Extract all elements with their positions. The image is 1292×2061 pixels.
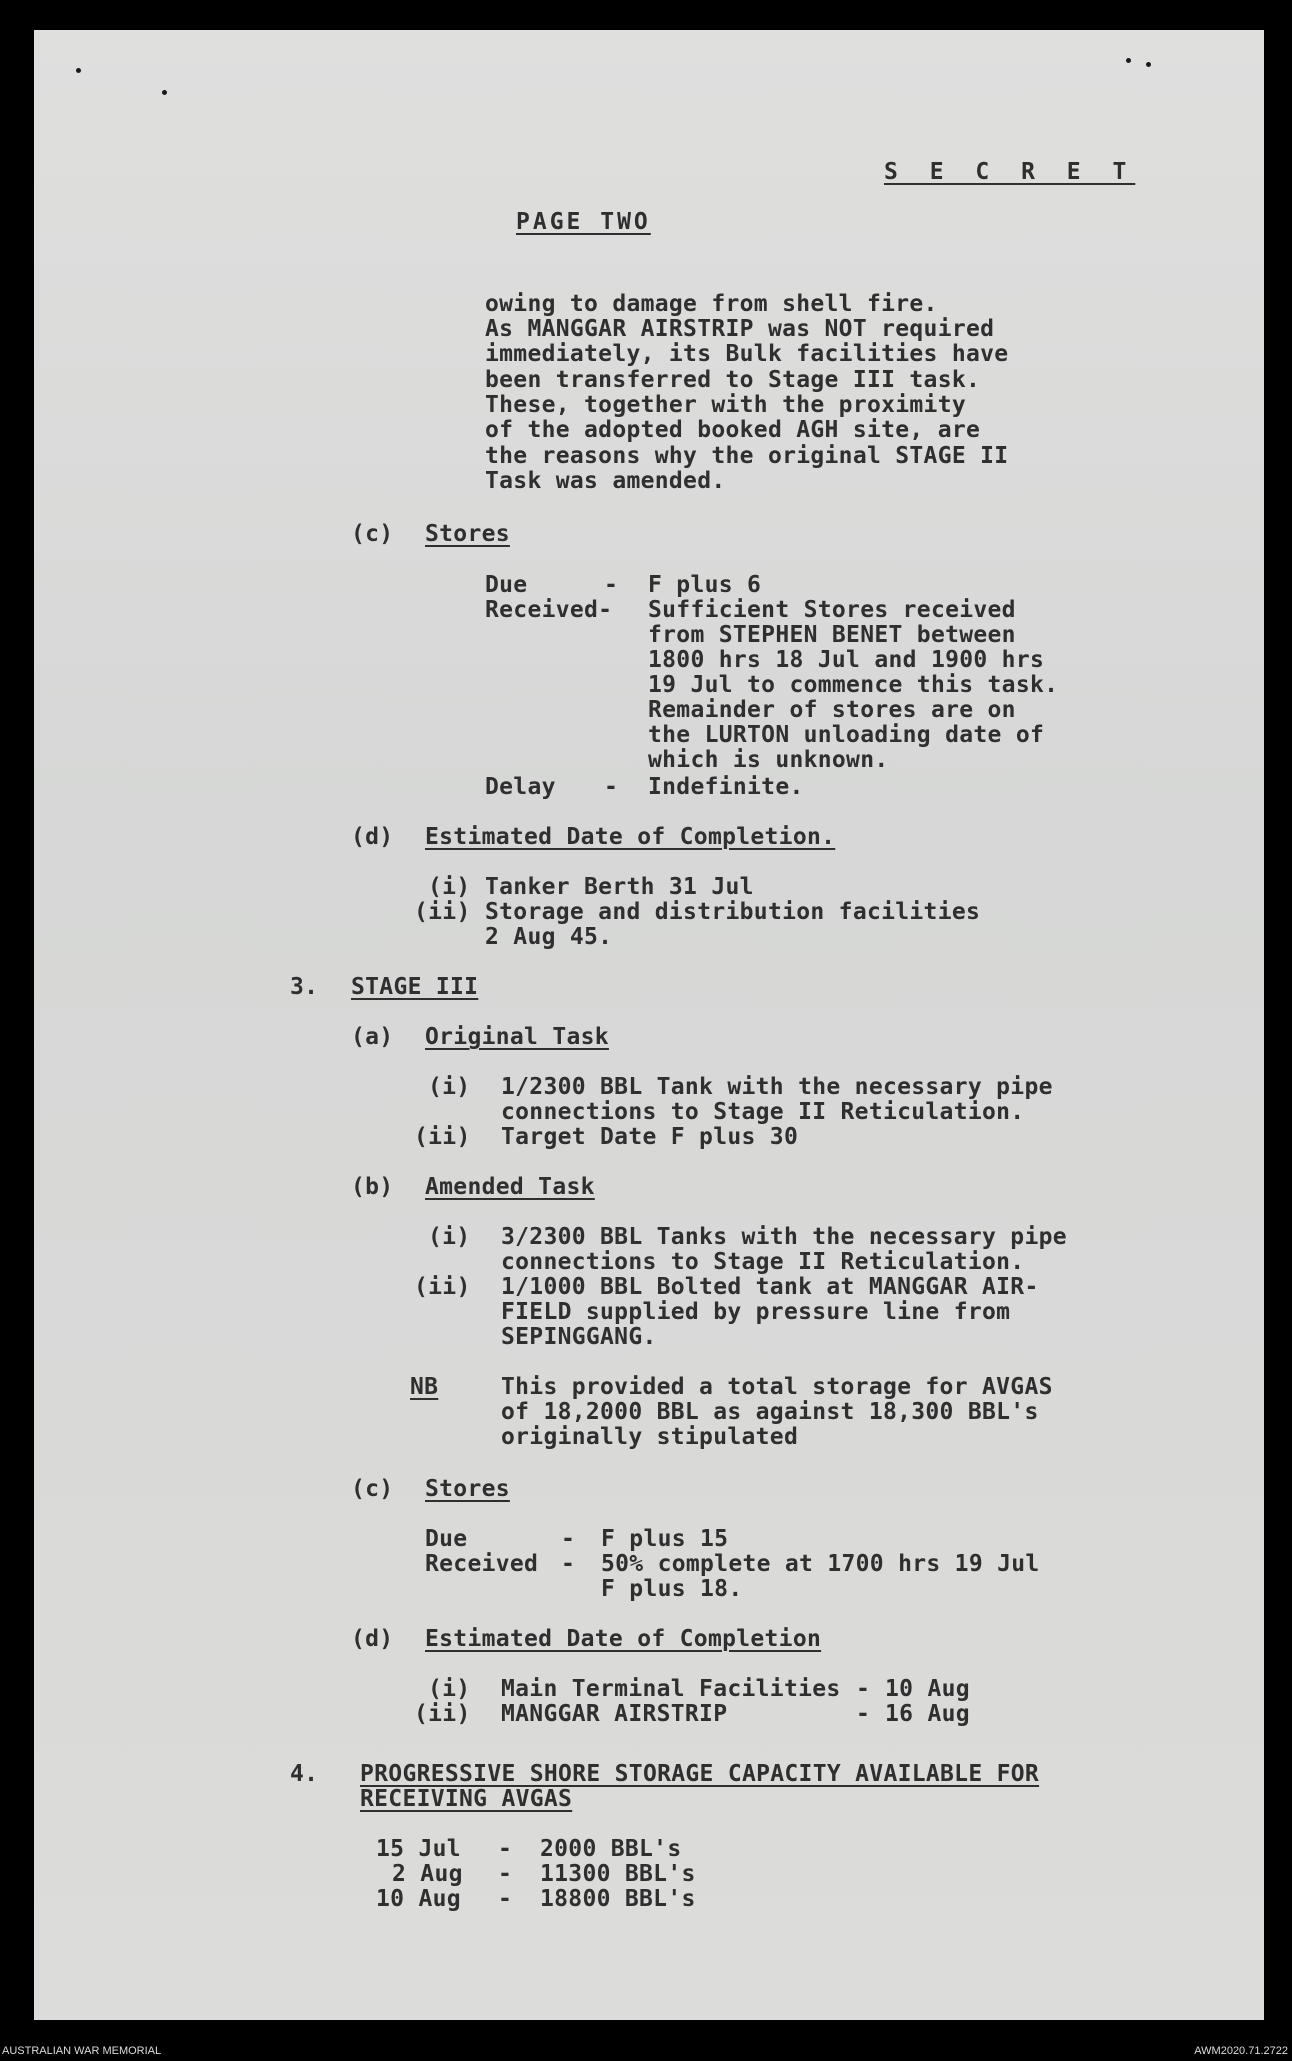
paragraph-line: been transferred to Stage III task. <box>485 367 981 393</box>
item-number: (i) <box>428 1676 471 1702</box>
page-heading: PAGE TWO <box>516 209 651 235</box>
due-label: Due <box>425 1526 468 1552</box>
subsection-marker: (d) <box>351 1626 394 1652</box>
paragraph-line: the reasons why the original STAGE II <box>485 443 1009 469</box>
paragraph-line: Task was amended. <box>485 468 726 494</box>
due-value: F plus 6 <box>648 572 762 598</box>
due-separator: - <box>604 572 619 598</box>
stores-heading: Stores <box>425 1476 510 1502</box>
item-date: 16 Aug <box>885 1701 970 1727</box>
classification-marking: S E C R E T <box>884 159 1136 185</box>
paragraph-line: These, together with the proximity <box>485 392 967 418</box>
due-separator: - <box>561 1526 576 1552</box>
received-label: Received <box>425 1551 539 1577</box>
item-text: 3/2300 BBL Tanks with the necessary pipe <box>501 1224 1067 1250</box>
capacity-separator: - <box>498 1886 513 1912</box>
item-number: (ii) <box>414 1274 471 1300</box>
paragraph-line: immediately, its Bulk facilities have <box>485 341 1009 367</box>
item-text: FIELD supplied by pressure line from <box>501 1299 1011 1325</box>
item-number: (i) <box>428 1224 471 1250</box>
subsection-marker: (a) <box>351 1024 394 1050</box>
original-task-heading: Original Task <box>425 1024 609 1050</box>
received-line: 1800 hrs 18 Jul and 1900 hrs <box>648 647 1045 673</box>
capacity-separator: - <box>498 1836 513 1862</box>
capacity-date: 15 Jul <box>376 1836 461 1862</box>
capacity-date: 10 Aug <box>376 1886 461 1912</box>
received-line: 50% complete at 1700 hrs 19 Jul <box>601 1551 1040 1577</box>
section-heading-continued: RECEIVING AVGAS <box>360 1786 573 1812</box>
stores-heading: Stores <box>425 521 510 547</box>
delay-value: Indefinite. <box>648 774 804 800</box>
item-number: (ii) <box>414 1701 471 1727</box>
item-number: (ii) <box>414 1124 471 1150</box>
item-number: (i) <box>428 1074 471 1100</box>
item-text: Tanker Berth 31 Jul <box>485 874 754 900</box>
item-number: (ii) <box>414 899 471 925</box>
received-line: the LURTON unloading date of <box>648 722 1045 748</box>
nb-line: of 18,2000 BBL as against 18,300 BBL's <box>501 1399 1039 1425</box>
received-line: F plus 18. <box>601 1576 743 1602</box>
punch-mark <box>1126 58 1131 63</box>
item-text: MANGGAR AIRSTRIP <box>501 1701 728 1727</box>
paragraph-line: of the adopted booked AGH site, are <box>485 417 981 443</box>
capacity-value: 18800 BBL's <box>540 1886 696 1912</box>
received-line: from STEPHEN BENET between <box>648 622 1016 648</box>
received-separator: - <box>561 1551 576 1577</box>
item-date: 10 Aug <box>885 1676 970 1702</box>
received-line: which is unknown. <box>648 747 889 773</box>
punch-mark <box>76 68 81 73</box>
completion-heading: Estimated Date of Completion. <box>425 824 836 850</box>
section-number: 4. <box>290 1761 319 1787</box>
paragraph-line: As MANGGAR AIRSTRIP was NOT required <box>485 316 995 342</box>
section-heading: STAGE III <box>351 974 479 1000</box>
footer-accession-number: AWM2020.71.2722 <box>1194 2045 1288 2057</box>
received-line: Remainder of stores are on <box>648 697 1016 723</box>
section-heading: PROGRESSIVE SHORE STORAGE CAPACITY AVAILABLE FOR <box>360 1761 1040 1787</box>
item-text: Target Date F plus 30 <box>501 1124 799 1150</box>
nb-label: NB <box>410 1374 439 1400</box>
delay-label: Delay <box>485 774 556 800</box>
received-label: Received- <box>485 597 613 623</box>
amended-task-heading: Amended Task <box>425 1174 595 1200</box>
item-continuation: 2 Aug 45. <box>485 924 613 950</box>
capacity-date: 2 Aug <box>392 1861 463 1887</box>
subsection-marker: (b) <box>351 1174 394 1200</box>
nb-line: originally stipulated <box>501 1424 799 1450</box>
subsection-marker: (c) <box>351 521 394 547</box>
item-text: Main Terminal Facilities <box>501 1676 841 1702</box>
due-value: F plus 15 <box>601 1526 729 1552</box>
punch-mark <box>1146 62 1151 67</box>
received-line: Sufficient Stores received <box>648 597 1016 623</box>
due-label: Due <box>485 572 528 598</box>
paragraph-line: owing to damage from shell fire. <box>485 291 938 317</box>
subsection-marker: (c) <box>351 1476 394 1502</box>
subsection-marker: (d) <box>351 824 394 850</box>
document-page <box>34 30 1264 2020</box>
item-text: 1/2300 BBL Tank with the necessary pipe <box>501 1074 1053 1100</box>
item-separator: - <box>856 1676 871 1702</box>
delay-separator: - <box>604 774 619 800</box>
completion-heading: Estimated Date of Completion <box>425 1626 822 1652</box>
item-text: connections to Stage II Reticulation. <box>501 1249 1025 1275</box>
item-number: (i) <box>428 874 471 900</box>
item-text: connections to Stage II Reticulation. <box>501 1099 1025 1125</box>
capacity-value: 2000 BBL's <box>540 1836 682 1862</box>
section-number: 3. <box>290 974 319 1000</box>
item-separator: - <box>856 1701 871 1727</box>
item-text: Storage and distribution facilities <box>485 899 981 925</box>
footer-institution: AUSTRALIAN WAR MEMORIAL <box>2 2045 162 2057</box>
item-text: 1/1000 BBL Bolted tank at MANGGAR AIR- <box>501 1274 1039 1300</box>
punch-mark <box>162 90 167 95</box>
capacity-value: 11300 BBL's <box>540 1861 696 1887</box>
capacity-separator: - <box>498 1861 513 1887</box>
item-text: SEPINGGANG. <box>501 1324 657 1350</box>
nb-line: This provided a total storage for AVGAS <box>501 1374 1053 1400</box>
received-line: 19 Jul to commence this task. <box>648 672 1059 698</box>
